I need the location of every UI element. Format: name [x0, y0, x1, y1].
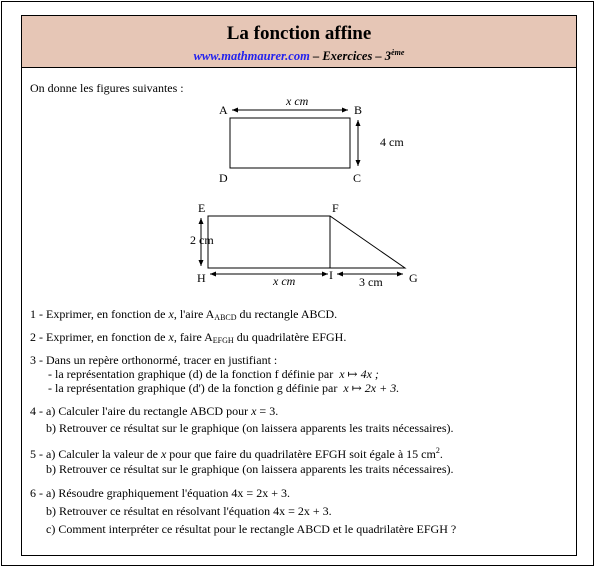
- q4a-var: x: [251, 404, 257, 418]
- label-4cm: 4 cm: [380, 135, 404, 149]
- label-x-cm-top: x cm: [286, 94, 309, 108]
- arrowhead-up2: [199, 218, 204, 224]
- q3-line3-math: x ↦ 2x + 3.: [343, 381, 400, 395]
- rectangle-abcd: [230, 118, 350, 168]
- arrowhead-right2: [322, 272, 328, 277]
- q2-pre: 2 - Exprimer, en fonction de: [30, 330, 169, 344]
- question-3-line1: 3 - Dans un repère orthonormé, tracer en justifiant :: [30, 353, 278, 367]
- label-x-cm-bottom: x cm: [273, 274, 296, 288]
- question-4b: b) Retrouver ce résultat sur le graphique (on laissera apparents les traits nécessaires).: [46, 421, 454, 435]
- question-5b: b) Retrouver ce résultat sur le graphique (on laissera apparents les traits nécessaires).: [46, 462, 454, 476]
- question-1: [30, 307, 337, 325]
- arrowhead-down: [356, 160, 361, 166]
- q3-line3-text: - la représentation graphique (d') de la fonction g définie par: [48, 381, 338, 395]
- label-c: C: [353, 171, 362, 185]
- label-a: A: [219, 103, 228, 117]
- label-e: E: [198, 201, 206, 215]
- q2-sub: EFGH: [212, 336, 234, 345]
- q1-pre: 1 - Exprimer, en fonction de: [30, 307, 169, 321]
- q2-mid: , faire A: [173, 330, 213, 344]
- q5a-var: x: [160, 447, 167, 461]
- label-g: G: [409, 271, 418, 285]
- q2-post: du quadrilatère EFGH.: [233, 330, 347, 344]
- q1-mid: , l'aire A: [173, 307, 215, 321]
- grade-superscript: ème: [391, 48, 405, 57]
- question-2: [30, 330, 346, 348]
- q1-sub: ABCD: [214, 313, 237, 322]
- label-2cm: 2 cm: [190, 233, 214, 247]
- q5a-pre: 5 - a) Calculer la valeur de: [30, 447, 161, 461]
- q4a-post: = 3.: [256, 404, 279, 418]
- question-6b: b) Retrouver ce résultat en résolvant l'équation 4x = 2x + 3.: [46, 504, 332, 518]
- q4a-pre: 4 - a) Calculer l'aire du rectangle ABCD pour: [30, 404, 252, 418]
- arrowhead-left2: [210, 272, 216, 277]
- q5a-post: .: [439, 447, 443, 461]
- question-3-line2: [48, 367, 379, 381]
- arrowhead-right3: [397, 272, 403, 277]
- question-5a: [30, 444, 443, 461]
- q5a-sup: 2: [435, 446, 440, 455]
- q1-var: x: [168, 307, 174, 321]
- arrowhead-down2: [199, 260, 204, 266]
- label-i-mark: I: [329, 268, 333, 282]
- question-6c: c) Comment interpréter ce résultat pour le rectangle ABCD et le quadrilatère EFGH ?: [46, 522, 457, 536]
- arrowhead-up: [356, 120, 361, 126]
- q3-line2-math: x ↦ 4x ;: [339, 367, 379, 381]
- question-6a: 6 - a) Résoudre graphiquement l'équation 4x = 2x + 3.: [30, 486, 290, 500]
- label-b: B: [354, 103, 363, 117]
- page-title: La fonction affine: [226, 23, 372, 44]
- subtitle-text: – Exercices – 3: [309, 49, 392, 64]
- question-3-line3: [48, 381, 399, 395]
- label-h: H: [197, 271, 206, 285]
- site-link[interactable]: www.mathmaurer.com: [193, 49, 310, 64]
- q2-var: x: [168, 330, 174, 344]
- question-4a: [30, 404, 278, 418]
- quadrilateral-efgh: [208, 216, 405, 268]
- arrowhead-left3: [337, 272, 343, 277]
- arrowhead-left: [232, 108, 238, 113]
- label-f: F: [332, 201, 339, 215]
- label-3cm: 3 cm: [359, 275, 383, 289]
- q5a-mid: pour que faire du quadrilatère EFGH soit égale à 15 cm: [166, 447, 436, 461]
- label-d: D: [219, 171, 228, 185]
- q3-line2-text: - la représentation graphique (d) de la fonction f définie par: [48, 367, 334, 381]
- arrowhead-right: [342, 108, 348, 113]
- q1-post: du rectangle ABCD.: [236, 307, 338, 321]
- intro-text: On donne les figures suivantes :: [30, 81, 184, 95]
